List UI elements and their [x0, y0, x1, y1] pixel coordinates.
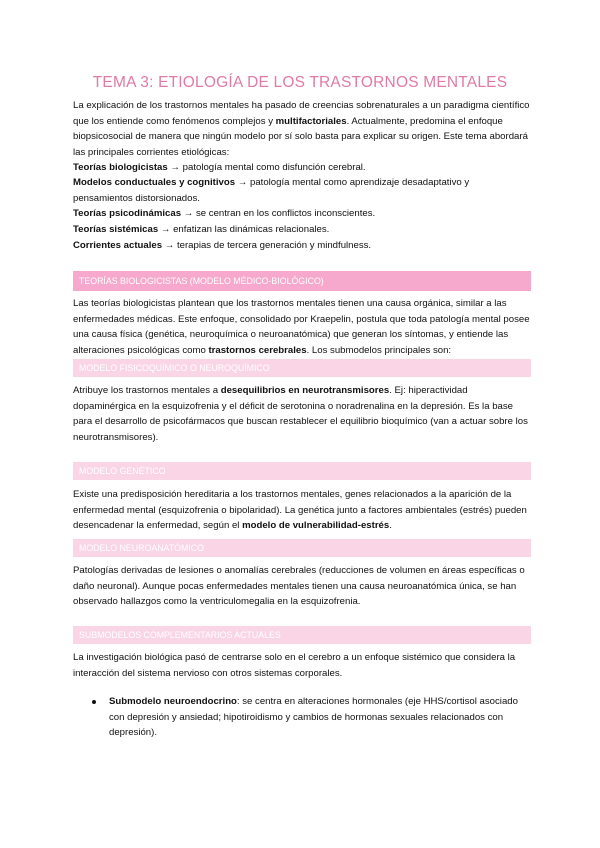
current-item-1	[73, 160, 531, 176]
bullet-text: : se centra en alteraciones hormonales (eje HHS/cortisol asociado con depresión y ansiedad; hipotiroidismo y cambios de hormonas sexuales relacionados con depresión).	[109, 696, 518, 739]
current-label: Modelos conductuales y cognitivos	[73, 177, 236, 188]
sub2-bold: modelo de vulnerabilidad-estrés	[242, 520, 390, 532]
subheading-submodelos: SUBMODELOS COMPLEMENTARIOS ACTUALES	[73, 626, 531, 644]
sub1-text-1: Atribuye los trastornos mentales a	[73, 385, 221, 396]
section1-paragraph	[73, 296, 531, 358]
current-item-4	[73, 222, 531, 238]
subheading-genetico: MODELO GENÉTICO	[73, 462, 531, 480]
sub3-paragraph: Patologías derivadas de lesiones o anomalías cerebrales (reducciones de volumen en áreas específicas o daño neuronal). Aunque pocas enfermedades mentales tienen una causa neuroanatómica única, se han observado hallazgos como la ventriculomegalia en la esquizofrenia.	[73, 565, 525, 608]
sub1-paragraph	[73, 383, 531, 445]
current-text: → patología mental como disfunción cerebral.	[167, 162, 366, 173]
list-item	[92, 694, 532, 741]
current-text: → patología mental como aprendizaje desadaptativo y pensamientos distorsionados.	[73, 177, 470, 204]
intro-paragraph	[73, 98, 531, 160]
current-text: → terapias de tercera generación y mindfulness.	[162, 240, 372, 251]
subheading-neuroanatomico: MODELO NEUROANATÓMICO	[73, 539, 531, 557]
bullet-icon	[92, 700, 96, 704]
bullet-label: Submodelo neuroendocrino	[109, 696, 237, 707]
current-item-2	[73, 175, 531, 206]
section-heading-biologicistas: TEORÍAS BIOLOGICISTAS (MODELO MÉDICO-BIOLÓGICO)	[73, 271, 531, 291]
intro-text-2: . Actualmente, predomina el enfoque biopsicosocial de manera que ningún modelo por sí solo basta para explicar su origen. Este tema abordará las principales corrientes etiológicas:	[73, 115, 528, 158]
section1-text-2: . Los submodelos principales son:	[306, 344, 452, 356]
current-item-3	[73, 206, 531, 222]
current-text: → enfatizan las dinámicas relacionales.	[158, 224, 330, 235]
section1-bold: trastornos cerebrales	[208, 344, 307, 356]
current-label: Teorías sistémicas	[73, 224, 159, 235]
current-label: Teorías biologicistas	[73, 162, 168, 173]
current-label: Corrientes actuales	[73, 240, 163, 251]
sub2-text-1: Existe una predisposición hereditaria a los trastornos mentales, genes relacionados a la aparición de la enfermedad mental (esquizofrenia o bipolaridad). La genética junto a factores ambientales (estrés) pueden desencadenar la enfermedad, según el	[73, 489, 527, 532]
subheading-fisicoquimico: MODELO FISICOQUÍMICO O NEUROQUÍMICO	[73, 359, 531, 377]
current-label: Teorías psicodinámicas	[73, 208, 182, 219]
sub2-text-2: .	[389, 520, 392, 532]
intro-text-1: La explicación de los trastornos mentales ha pasado de creencias sobrenaturales a un paradigma científico que los entiende como fenómenos complejos y	[73, 100, 530, 127]
current-item-5	[73, 238, 531, 254]
intro-bold: multifactoriales	[275, 115, 347, 127]
bullet-list	[92, 694, 532, 741]
section1-text-1: Las teorías biologicistas plantean que los trastornos mentales tienen una causa orgánica, similar a las enfermedades médicas. Este enfoque, consolidado por Kraepelin, postula que toda patología mental posee una causa física (genética, neuroquímica o neuroanatómica) que generan los síntomas, y entiende las alteraciones psicológicas como	[73, 298, 530, 356]
sub4-paragraph: La investigación biológica pasó de centrarse solo en el cerebro a un enfoque sistémico que considera la interacción del sistema nervioso con otros sistemas corporales.	[73, 652, 516, 679]
sub2-paragraph	[73, 487, 531, 534]
page-title: TEMA 3: ETIOLOGÍA DE LOS TRASTORNOS MENTALES	[92, 74, 508, 91]
current-text: → se centran en los conflictos inconscientes.	[181, 208, 376, 219]
sub1-text-2: . Ej: hiperactividad dopaminérgica en la esquizofrenia y el déficit de serotonina o noradrenalina en la depresión. Es la base para el desarrollo de psicofármacos que buscan restablecer el equilibrio bioquímico (van a actuar sobre los neurotransmisores).	[73, 385, 528, 443]
sub1-bold: desequilibrios en neurotransmisores	[220, 385, 390, 396]
